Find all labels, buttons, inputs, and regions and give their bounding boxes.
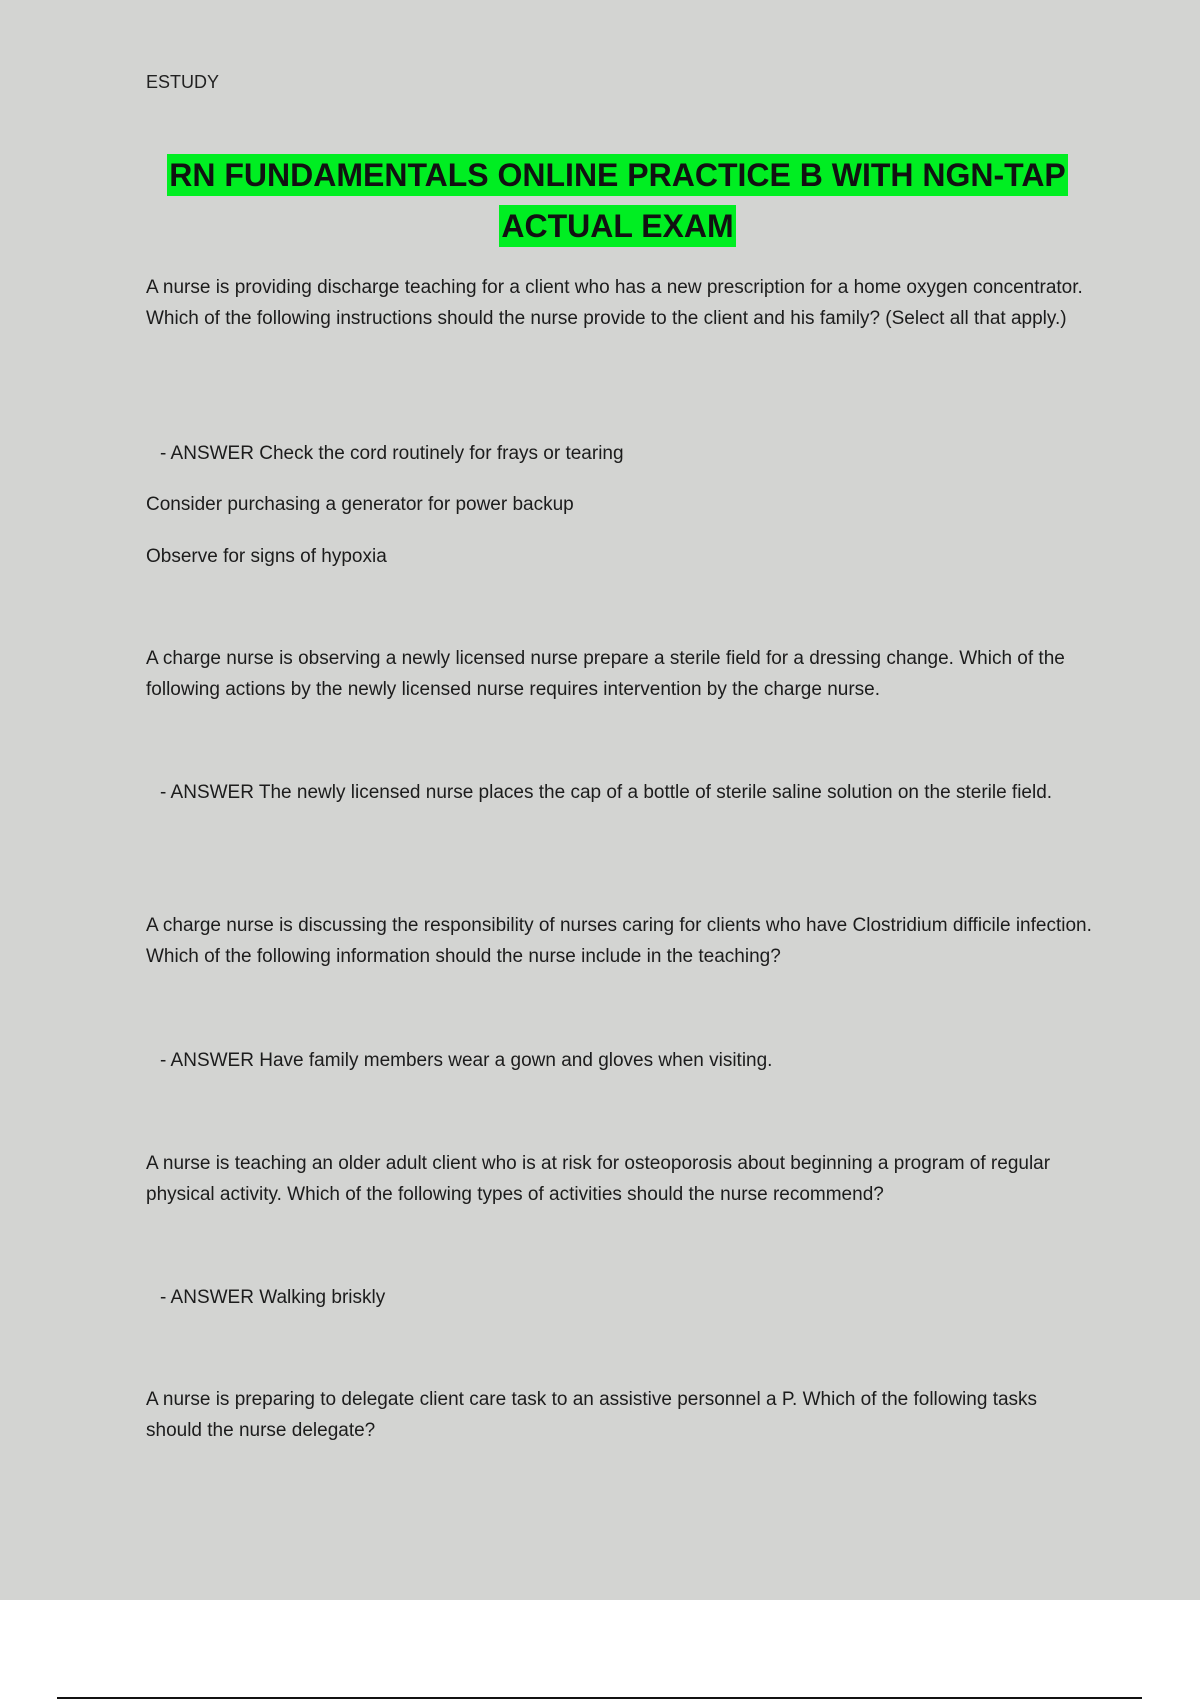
question-4: A nurse is teaching an older adult client who is at risk for osteoporosis about beginning a program of regular physical activity. Which of the following types of activities should the nurse recommend? (146, 1153, 1051, 1205)
answer-3: - ANSWER Have family members wear a gown and gloves when visiting. (160, 1050, 773, 1071)
question-2: A charge nurse is observing a newly licensed nurse prepare a sterile field for a dressing change. Which of the following actions by the newly licensed nurse requires intervention by the charge nurse. (146, 648, 1065, 700)
footer-rule (57, 1697, 1142, 1699)
answer-1: - ANSWER Check the cord routinely for frays or tearing (160, 443, 624, 464)
document-title (100, 150, 1135, 252)
question-3: A charge nurse is discussing the responsibility of nurses caring for clients who have Clostridium difficile infection. Which of the following information should the nurse include in the teaching? (146, 915, 1092, 967)
answer-4: - ANSWER Walking briskly (160, 1287, 386, 1308)
question-1: A nurse is providing discharge teaching for a client who has a new prescription for a home oxygen concentrator. Which of the following instructions should the nurse provide to the client and his family? (Select all that apply.) (146, 277, 1083, 329)
header-label: ESTUDY (146, 72, 220, 92)
answer-2: - ANSWER The newly licensed nurse places the cap of a bottle of sterile saline solution on the sterile field. (160, 782, 1053, 803)
title-line-1: RN FUNDAMENTALS ONLINE PRACTICE B WITH NGN-TAP (167, 154, 1068, 196)
answer-1-extra-1: Consider purchasing a generator for power backup (146, 494, 574, 515)
title-line-2: ACTUAL EXAM (499, 205, 735, 247)
question-5: A nurse is preparing to delegate client care task to an assistive personnel a P. Which of the following tasks should the nurse delegate? (146, 1389, 1038, 1441)
answer-1-extra-2: Observe for signs of hypoxia (146, 546, 387, 567)
